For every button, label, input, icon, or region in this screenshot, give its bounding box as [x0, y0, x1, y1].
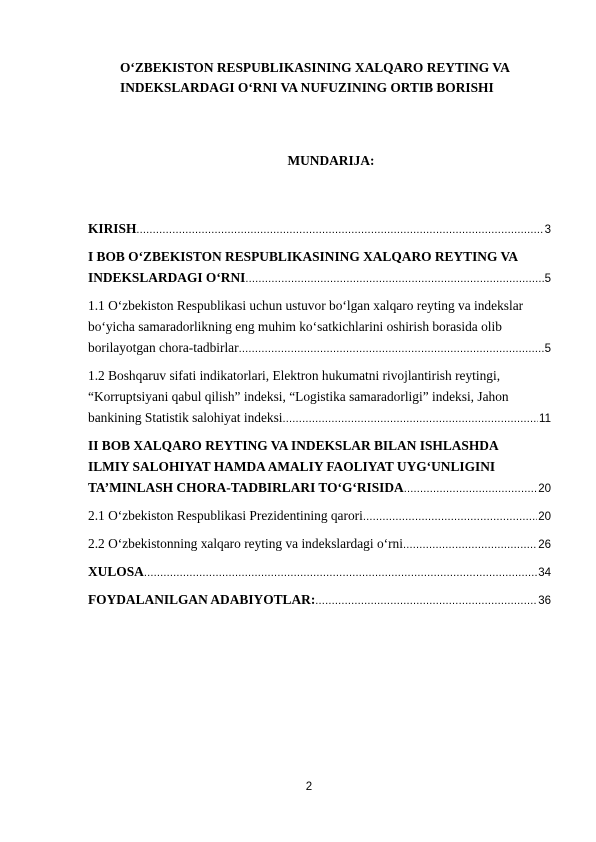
toc-page-number: 11 — [539, 413, 551, 425]
table-of-contents — [88, 218, 551, 617]
toc-entry-line: 1.2 Boshqaruv sifati indikatorlari, Elektron hukumatni rivojlantirish reytingi, — [88, 368, 501, 383]
toc-entry-line: 1.1 O‘zbekiston Respublikasi uchun ustuvor bo‘lgan xalqaro reyting va indekslar — [88, 298, 524, 313]
toc-entry-chapter-2[interactable] — [88, 435, 551, 500]
title-line-2: INDEKSLARDAGI O‘RNI VA NUFUZINING ORTIB BORISHI — [120, 80, 494, 95]
toc-page-number: 34 — [538, 567, 551, 579]
toc-entry-chapter-1[interactable] — [88, 246, 551, 290]
toc-entry-section-1-1[interactable] — [88, 295, 551, 360]
toc-entry-text: 2.2 O‘zbekistonning xalqaro reyting va indekslardagi o‘rni — [88, 536, 403, 551]
toc-entry-references[interactable] — [88, 589, 551, 612]
toc-leader-dots — [404, 479, 537, 500]
toc-entry-text: bankining Statistik salohiyat indeksi — [88, 410, 283, 425]
toc-entry-section-2-1[interactable] — [88, 505, 551, 528]
toc-page-number: 20 — [538, 483, 551, 495]
toc-entry-section-2-2[interactable] — [88, 533, 551, 556]
toc-leader-dots — [144, 563, 537, 584]
toc-entry-text: KIRISH — [88, 221, 137, 236]
document-title — [88, 58, 568, 98]
toc-entry-text: INDEKSLARDAGI O‘RNI — [88, 270, 246, 285]
toc-heading: MUNDARIJA: — [287, 153, 375, 168]
toc-leader-dots — [245, 269, 543, 290]
toc-entry-line: bo‘yicha samaradorlikning eng muhim ko‘satkichlarini oshirish borasida olib — [88, 319, 502, 334]
toc-page-number: 3 — [544, 224, 551, 236]
toc-page-number: 5 — [544, 273, 551, 285]
toc-entry-line: I BOB O‘ZBEKISTON RESPUBLIKASINING XALQARO REYTING VA — [88, 249, 519, 264]
toc-entry-line: “Korruptsiyani qabul qilish” indeksi, “Logistika samaradorligi” indeksi, Jahon — [88, 389, 509, 404]
toc-leader-dots — [403, 535, 537, 556]
toc-entry-text: TA’MINLASH CHORA-TADBIRLARI TO‘G‘RISIDA — [88, 480, 404, 495]
toc-page-number: 20 — [538, 511, 551, 523]
toc-page-number: 36 — [538, 595, 551, 607]
toc-leader-dots — [363, 507, 537, 528]
page-number: 2 — [305, 781, 313, 793]
toc-leader-dots — [136, 220, 543, 241]
toc-entry-kirish[interactable] — [88, 218, 551, 241]
toc-entry-text: XULOSA — [88, 564, 144, 579]
toc-page-number: 26 — [538, 539, 551, 551]
toc-entry-line: II BOB XALQARO REYTING VA INDEKSLAR BILAN ISHLASHDA — [88, 438, 499, 453]
toc-entry-text: borilayotgan chora-tadbirlar — [88, 340, 239, 355]
toc-page-number: 5 — [544, 343, 551, 355]
toc-leader-dots — [283, 409, 539, 430]
toc-entry-text: 2.1 O‘zbekiston Respublikasi Prezidentining qarori — [88, 508, 363, 523]
title-line-1: O‘ZBEKISTON RESPUBLIKASINING XALQARO REYTING VA — [120, 60, 510, 75]
toc-entry-xulosa[interactable] — [88, 561, 551, 584]
toc-entry-section-1-2[interactable] — [88, 365, 551, 430]
toc-leader-dots — [239, 339, 544, 360]
toc-entry-line: ILMIY SALOHIYAT HAMDA AMALIY FAOLIYAT UYG‘UNLIGINI — [88, 459, 496, 474]
toc-entry-text: FOYDALANILGAN ADABIYOTLAR: — [88, 592, 316, 607]
toc-leader-dots — [315, 591, 537, 612]
